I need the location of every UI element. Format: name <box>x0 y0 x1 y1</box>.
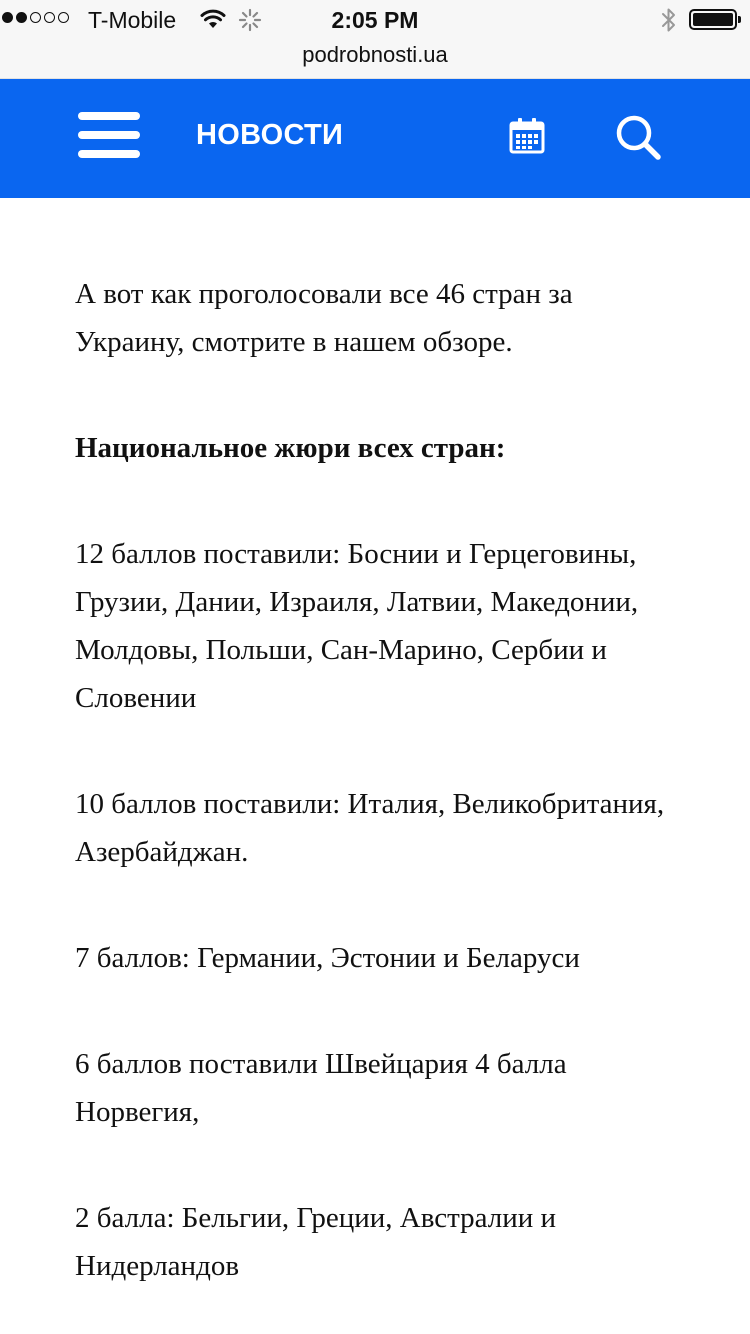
address-bar[interactable]: podrobnosti.ua <box>0 40 750 79</box>
article-subheading: Национальное жюри всех стран: <box>75 432 506 464</box>
site-header <box>0 79 750 198</box>
article-paragraph: 6 баллов поставили Швейцария 4 балла Норвегия, <box>75 1048 567 1128</box>
hamburger-menu-icon[interactable] <box>78 112 140 158</box>
status-bar <box>0 0 750 40</box>
article-paragraph: 12 баллов поставили: Боснии и Герцеговины, Грузии, Дании, Израиля, Латвии, Македонии, Молдовы, Польши, Сан-Марино, Сербии и Словении <box>75 538 639 714</box>
article-paragraph: 7 баллов: Германии, Эстонии и Беларуси <box>75 942 580 974</box>
article-paragraph: 10 баллов поставили: Италия, Великобритания, Азербайджан. <box>75 788 665 868</box>
article-body <box>75 198 675 1290</box>
battery-icon <box>689 9 737 30</box>
status-time: 2:05 PM <box>331 7 419 33</box>
carrier-name: T-Mobile <box>88 7 177 33</box>
section-title[interactable]: НОВОСТИ <box>196 119 344 151</box>
calendar-icon[interactable] <box>508 117 546 155</box>
search-icon[interactable] <box>614 113 664 163</box>
bluetooth-icon <box>660 6 678 39</box>
article-paragraph: А вот как проголосовали все 46 стран за Украину, смотрите в нашем обзоре. <box>75 278 573 358</box>
article-paragraph: 2 балла: Бельгии, Греции, Австралии и Нидерландов <box>75 1202 557 1282</box>
